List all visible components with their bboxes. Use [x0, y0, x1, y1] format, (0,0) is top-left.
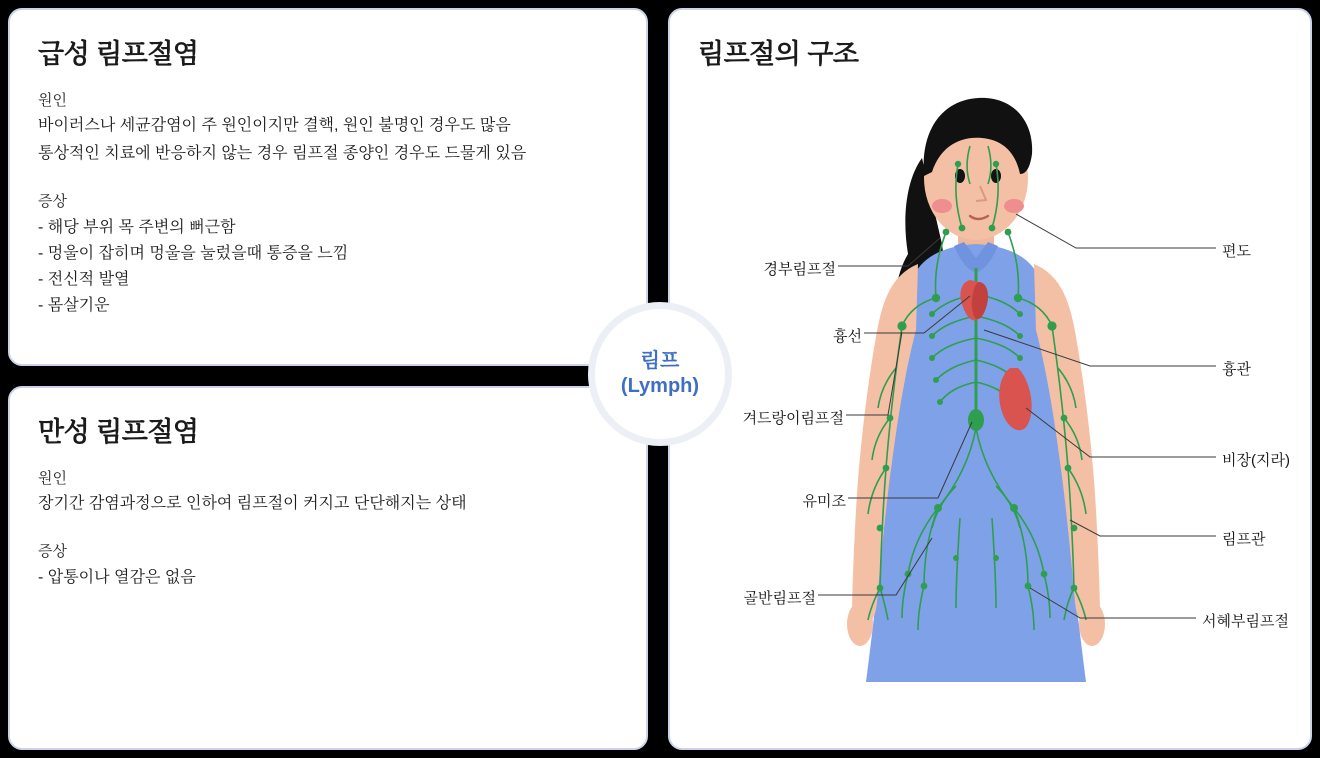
label-spleen: 비장(지라)	[1222, 452, 1290, 469]
cisterna-chyli-marker	[968, 409, 984, 431]
label-lymph-vessel: 림프관	[1222, 531, 1266, 548]
list-item: - 압통이나 열감은 없음	[38, 569, 196, 586]
acute-symptom-label: 증상	[38, 193, 67, 210]
label-axillary-lymph-node: 겨드랑이림프절	[742, 410, 844, 427]
structure-card-title: 림프절의 구조	[698, 39, 859, 69]
right-eye-icon	[991, 169, 1001, 183]
label-thoracic-duct: 흉관	[1222, 361, 1251, 378]
acute-cause-label: 원인	[38, 92, 67, 109]
chronic-symptom-label: 증상	[38, 543, 67, 560]
label-cervical-lymph-node: 경부림프절	[763, 261, 836, 278]
left-hand-shape	[847, 602, 873, 646]
lymphatic-system-diagram	[670, 68, 1310, 728]
acute-symptom-list	[38, 215, 618, 319]
chronic-lymphadenitis-card	[8, 386, 648, 750]
list-item: - 전신적 발열	[38, 270, 130, 288]
acute-cause-line-2: 통상적인 치료에 반응하지 않는 경우 림프절 종양인 경우도 드물게 있음	[38, 145, 527, 162]
label-tonsil: 편도	[1222, 243, 1251, 260]
label-pelvic-lymph-node: 골반림프절	[743, 590, 816, 607]
label-thymus: 흉선	[833, 328, 862, 345]
list-item: - 해당 부위 목 주변의 뻐근함	[38, 219, 236, 236]
list-item: - 멍울이 잡히며 멍울을 눌렀을때 통증을 느낌	[38, 244, 349, 262]
chronic-card-title: 만성 림프절염	[38, 417, 199, 447]
chronic-symptom-list	[38, 565, 618, 591]
label-cisterna-chyli: 유미조	[802, 493, 846, 510]
acute-card-title: 급성 림프절염	[38, 39, 199, 69]
chronic-cause-label: 원인	[38, 470, 67, 487]
lymph-structure-card	[668, 8, 1312, 750]
acute-spacer	[38, 170, 618, 190]
body-illustration	[670, 68, 1258, 728]
chronic-spacer	[38, 520, 618, 540]
label-inguinal-lymph-node: 서혜부림프절	[1202, 613, 1289, 630]
acute-lymphadenitis-card	[8, 8, 648, 366]
leader-tonsil	[1016, 214, 1216, 248]
tonsil-right-marker	[1004, 199, 1024, 213]
lymph-badge	[588, 302, 732, 446]
chronic-cause-line-1: 장기간 감염과정으로 인하여 림프절이 커지고 단단해지는 상태	[38, 495, 467, 512]
lymph-badge-line-1: 림프	[640, 350, 680, 372]
tonsil-left-marker	[932, 199, 952, 213]
lymph-badge-line-2: (Lymph)	[620, 375, 700, 397]
acute-cause-line-1: 바이러스나 세균감염이 주 원인이지만 결핵, 원인 불명인 경우도 많음	[38, 117, 511, 134]
list-item: - 몸살기운	[38, 296, 110, 314]
